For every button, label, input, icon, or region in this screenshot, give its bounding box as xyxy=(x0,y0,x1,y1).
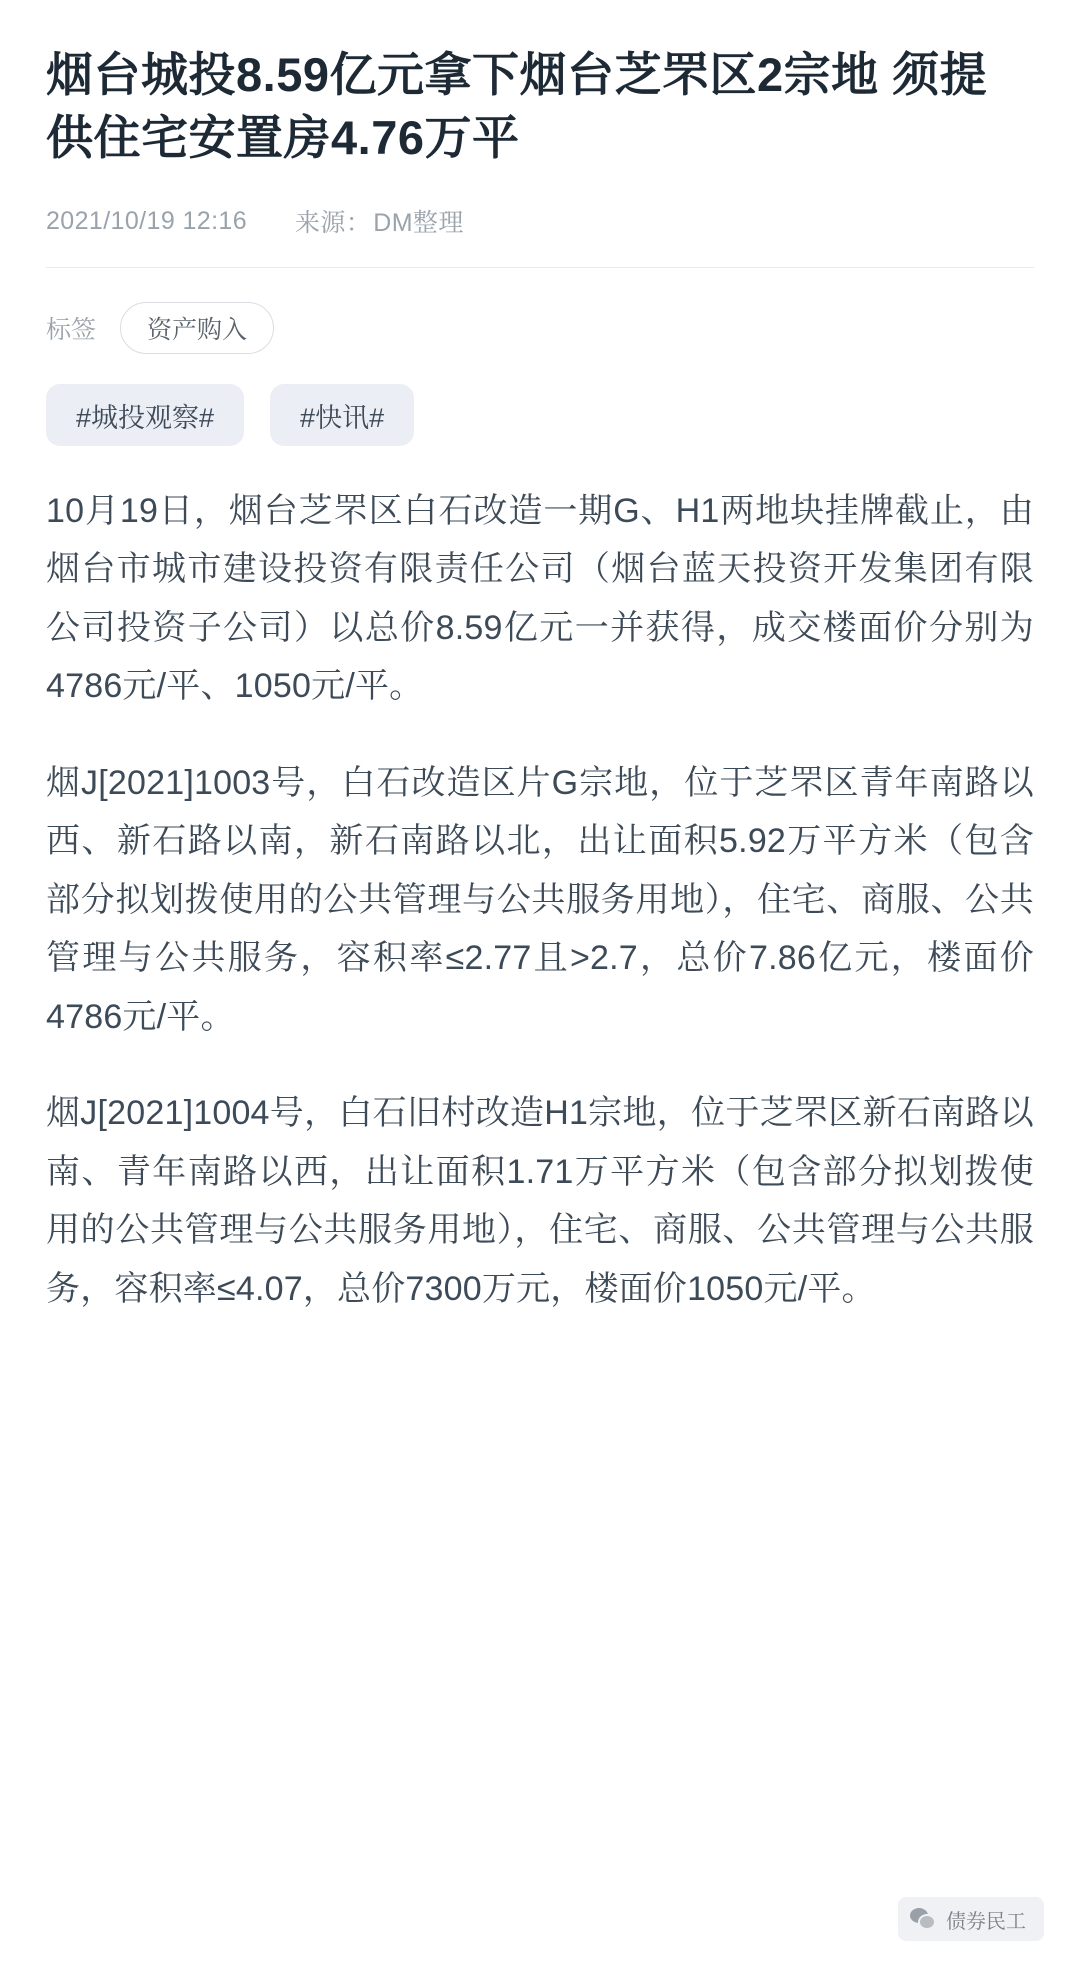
wechat-account-badge[interactable] xyxy=(898,1897,1044,1941)
wechat-account-name: 债券民工 xyxy=(946,1910,1026,1933)
hashtag-news-flash[interactable]: #快讯# xyxy=(270,384,414,446)
tag-chip-asset-purchase[interactable]: 资产购入 xyxy=(120,302,274,354)
tag-row xyxy=(46,302,1034,354)
article-paragraph-1: 10月19日，烟台芝罘区白石改造一期G、H1两地块挂牌截止，由烟台市城市建设投资有限责任公司（烟台蓝天投资开发集团有限公司投资子公司）以总价8.59亿元一并获得，成交楼面价分别为4786元/平、1050元/平。 xyxy=(46,492,1034,706)
publish-date: 2021/10/19 12:16 xyxy=(46,206,248,235)
article-body xyxy=(46,482,1034,1318)
article-meta xyxy=(46,203,1034,268)
wechat-icon xyxy=(910,1908,936,1930)
source-value: DM整理 xyxy=(373,209,464,237)
hashtag-chengtou-observation[interactable]: #城投观察# xyxy=(46,384,244,446)
hashtag-row xyxy=(46,384,1034,446)
source-label: 来源： xyxy=(295,209,372,237)
article-paragraph-2: 烟J[2021]1003号，白石改造区片G宗地，位于芝罘区青年南路以西、新石路以南，新石南路以北，出让面积5.92万平方米（包含部分拟划拨使用的公共管理与公共服务用地），住宅、商服、公共管理与公共服务，容积率≤2.77且>2.7，总价7.86亿元，楼面价4786元/平。 xyxy=(46,763,1034,1036)
page-title: 烟台城投8.59亿元拿下烟台芝罘区2宗地 须提供住宅安置房4.76万平 xyxy=(46,48,988,164)
article-paragraph-3: 烟J[2021]1004号，白石旧村改造H1宗地，位于芝罘区新石南路以南、青年南路以西，出让面积1.71万平方米（包含部分拟划拨使用的公共管理与公共服务用地），住宅、商服、公共管理与公共服务，容积率≤4.07，总价7300万元，楼面价1050元/平。 xyxy=(46,1094,1034,1308)
tag-label: 标签 xyxy=(46,316,97,344)
